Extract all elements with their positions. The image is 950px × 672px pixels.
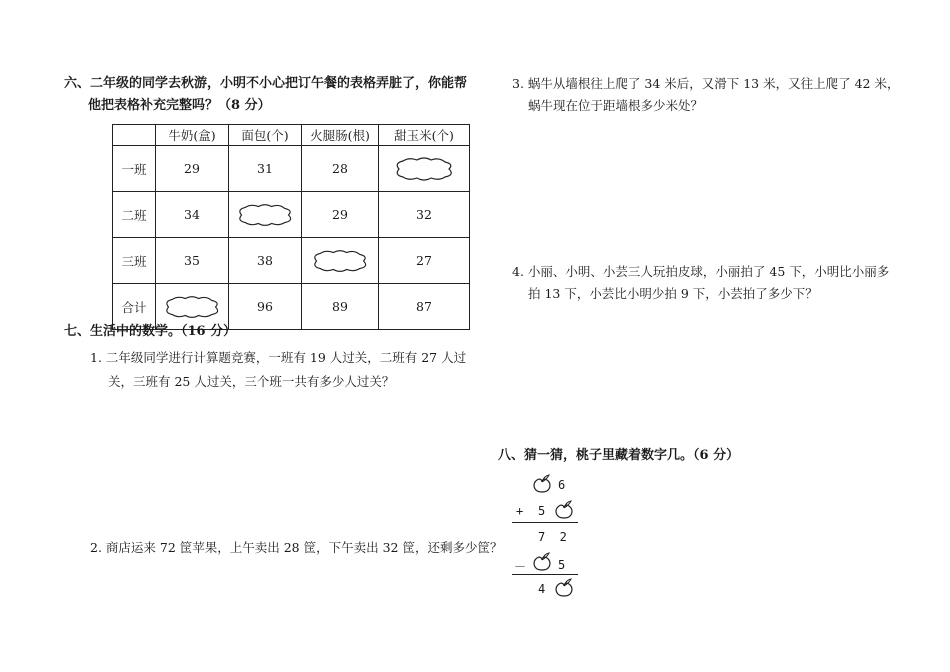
row-label: 二班: [113, 192, 156, 238]
question-4-line1: 4. 小丽、小明、小芸三人玩拍皮球，小丽拍了 45 下，小明比小丽多: [512, 264, 890, 279]
row-label: 一班: [113, 146, 156, 192]
table-row: [113, 146, 470, 192]
table-header-cell: 甜玉米(个): [379, 125, 470, 146]
table-header-cell: 牛奶(盒): [156, 125, 229, 146]
section6-title-line1: 六、二年级的同学去秋游，小明不小心把订午餐的表格弄脏了，你能帮: [64, 76, 468, 91]
digit-tens-row2: 5: [538, 504, 546, 518]
table-cell: 28: [302, 146, 379, 192]
row-label: 三班: [113, 238, 156, 284]
table-cell: 29: [156, 146, 229, 192]
difference-line: [512, 574, 578, 575]
table-cell: 96: [229, 284, 302, 330]
table-row: [113, 238, 470, 284]
table-header-cell: 面包(个): [229, 125, 302, 146]
table-cell: 89: [302, 284, 379, 330]
cloud-blank-icon: [391, 156, 457, 182]
blank-cell[interactable]: [229, 192, 302, 238]
sum-line: [512, 522, 578, 523]
peach-icon[interactable]: [552, 500, 576, 520]
table-cell: 32: [379, 192, 470, 238]
vertical-arithmetic-puzzle: [510, 472, 600, 600]
question-3-line1: 3. 蜗牛从墙根往上爬了 34 米后，又滑下 13 米，又往上爬了 42 米，: [512, 76, 900, 91]
question-1-line2: 关，三班有 25 人过关，三个班一共有多少人过关？: [108, 374, 395, 389]
blank-cell[interactable]: [302, 238, 379, 284]
section8-title: 八、猜一猜，桃子里藏着数字几。（6 分）: [498, 448, 740, 463]
table-cell: 35: [156, 238, 229, 284]
table-cell: 29: [302, 192, 379, 238]
digit-ones-row1: 6: [558, 478, 566, 492]
table-cell: 34: [156, 192, 229, 238]
question-3-line2: 蜗牛现在位于距墙根多少米处？: [528, 98, 704, 113]
blank-cell[interactable]: [379, 146, 470, 192]
table-cell: 87: [379, 284, 470, 330]
question-4-line2: 拍 13 下，小芸比小明少拍 9 下，小芸拍了多少下？: [528, 286, 818, 301]
table-header-cell: 火腿肠(根): [302, 125, 379, 146]
digit-tens-row5: 4: [538, 582, 546, 596]
peach-icon[interactable]: [530, 552, 554, 572]
peach-icon[interactable]: [552, 578, 576, 598]
table-header-cell: [113, 125, 156, 146]
table-cell: 38: [229, 238, 302, 284]
table-cell: 27: [379, 238, 470, 284]
plus-sign: +: [516, 504, 524, 518]
table-header-row: [113, 125, 470, 146]
question-1-line1: 1. 二年级同学进行计算题竞赛，一班有 19 人过关，二班有 27 人过: [90, 350, 467, 365]
table-cell: 31: [229, 146, 302, 192]
cloud-blank-icon: [234, 202, 296, 228]
cloud-blank-icon: [309, 248, 371, 274]
digit-ones-row4: 5: [558, 558, 566, 572]
section6-title-line2: 他把表格补充完整吗？（8 分）: [88, 98, 271, 113]
section7-title: 七、生活中的数学。（16 分）: [64, 324, 237, 339]
peach-icon[interactable]: [530, 474, 554, 494]
cloud-blank-icon: [161, 294, 223, 320]
minus-sign: －: [514, 560, 527, 574]
row-label: 合计: [113, 284, 156, 330]
table-row: [113, 192, 470, 238]
lunch-order-table: [112, 124, 470, 330]
question-2: 2. 商店运来 72 筐苹果，上午卖出 28 筐，下午卖出 32 筐，还剩多少筐？: [90, 540, 503, 555]
result-digits: 7 2: [538, 530, 567, 544]
